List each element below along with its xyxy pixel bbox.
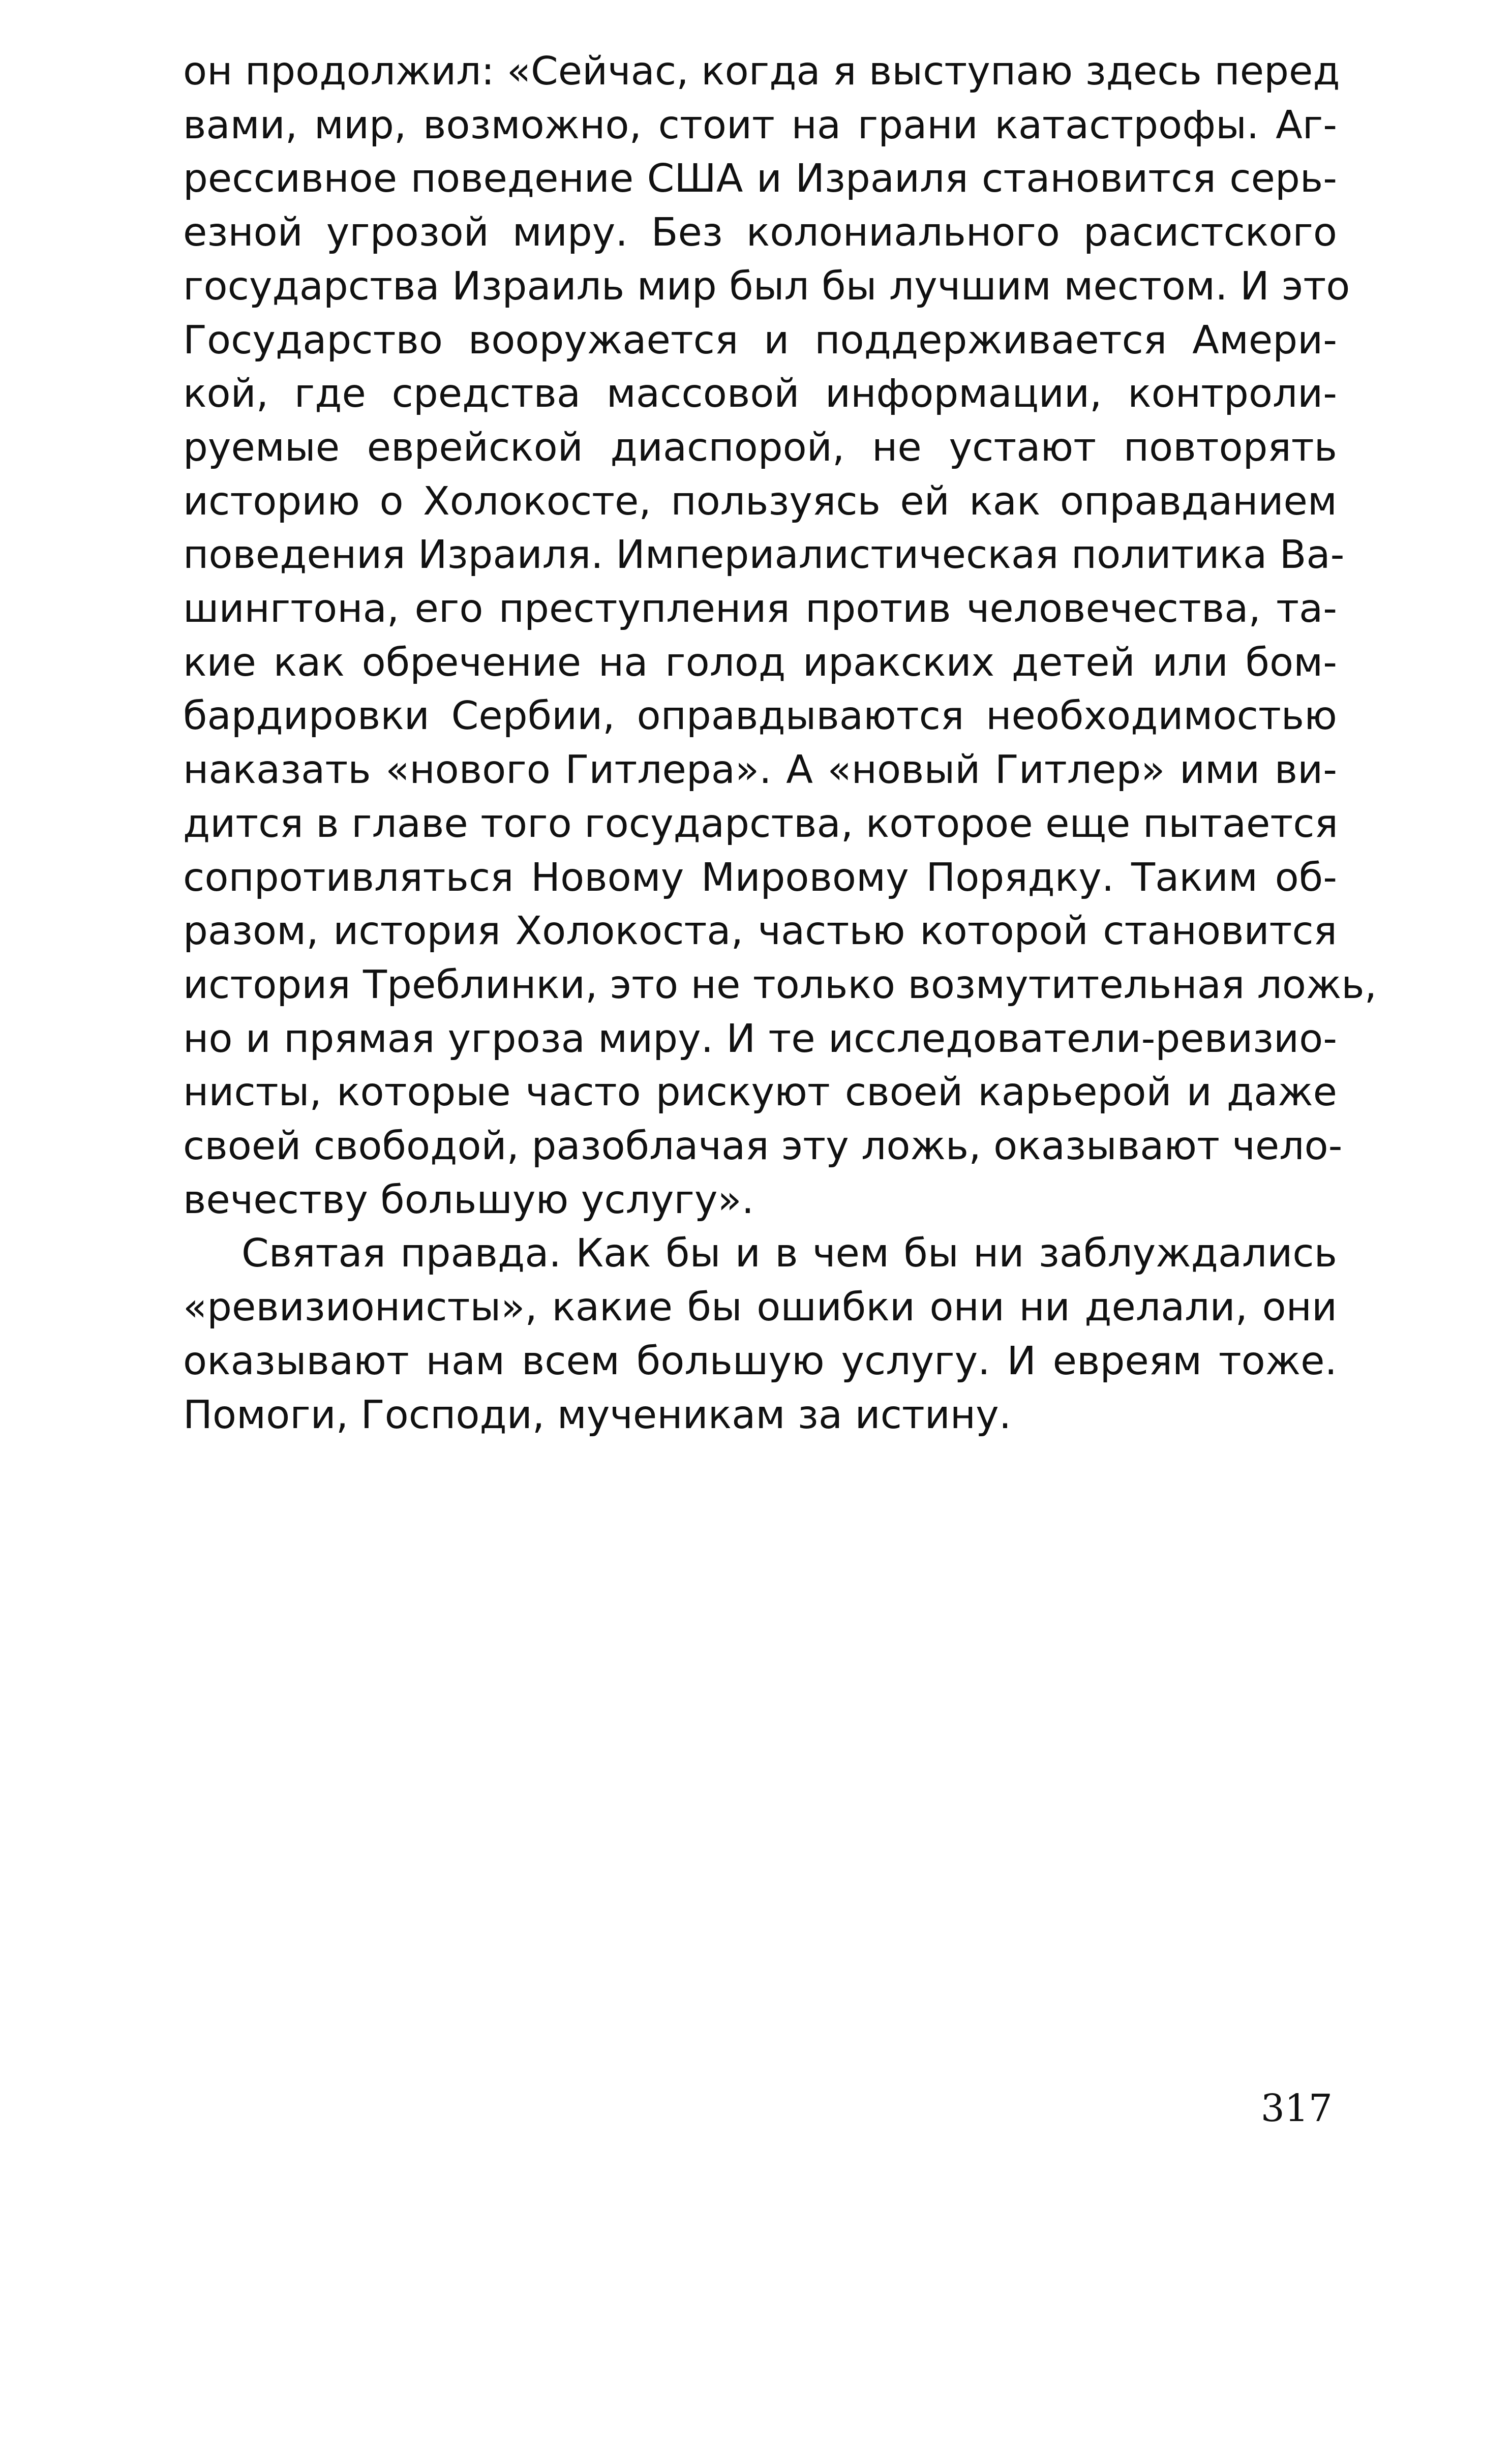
text-line: поведения Израиля. Империалистическая политика Ва-	[183, 532, 1345, 578]
text-line: кой, где средства массовой информации, контроли-	[183, 371, 1337, 417]
text-line: нисты, которые часто рискуют своей карьерой и даже	[183, 1070, 1337, 1115]
text-line: разом, история Холокоста, частью которой становится	[183, 909, 1337, 954]
paragraph-conclusion	[183, 1227, 1337, 1442]
text-line: езной угрозой миру. Без колониального расистского	[183, 210, 1337, 256]
text-line: вечеству большую услугу».	[183, 1177, 754, 1223]
text-line: оказывают нам всем большую услугу. И евреям тоже.	[183, 1338, 1337, 1384]
text-line: бардировки Сербии, оправдываются необходимостью	[183, 693, 1337, 739]
text-line: он продолжил: «Сейчас, когда я выступаю здесь перед	[183, 49, 1340, 94]
text-line: Государство вооружается и поддерживается Амери-	[183, 317, 1337, 363]
text-line: Святая правда. Как бы и в чем бы ни заблуждались	[241, 1231, 1337, 1277]
text-line: шингтона, его преступления против человечества, та-	[183, 586, 1337, 632]
text-line: историю о Холокосте, пользуясь ей как оправданием	[183, 478, 1337, 524]
text-line: наказать «нового Гитлера». А «новый Гитлер» ими ви-	[183, 747, 1337, 793]
paragraph-quote	[183, 45, 1377, 1227]
text-line: дится в главе того государства, которое еще пытается	[183, 801, 1338, 846]
text-line: сопротивляться Новому Мировому Порядку. Таким об-	[183, 855, 1337, 900]
text-line: Помоги, Господи, мученикам за истину.	[183, 1392, 1012, 1438]
text-line: руемые еврейской диаспорой, не устают повторять	[183, 425, 1337, 470]
text-line: своей свободой, разоблачая эту ложь, оказывают чело-	[183, 1124, 1343, 1169]
text-line: рессивное поведение США и Израиля становится серь-	[183, 156, 1337, 202]
page-body	[183, 45, 1377, 1442]
text-line: государства Израиль мир был бы лучшим местом. И это	[183, 263, 1350, 309]
text-line: вами, мир, возможно, стоит на грани катастрофы. Аг-	[183, 102, 1337, 148]
text-line: история Треблинки, это не только возмутительная ложь,	[183, 962, 1377, 1008]
text-line: «ревизионисты», какие бы ошибки они ни делали, они	[183, 1285, 1337, 1331]
text-line: кие как обречение на голод иракских детей или бом-	[183, 640, 1337, 685]
page-number: 317	[1260, 2087, 1333, 2130]
text-line: но и прямая угроза миру. И те исследователи-ревизио-	[183, 1016, 1337, 1062]
